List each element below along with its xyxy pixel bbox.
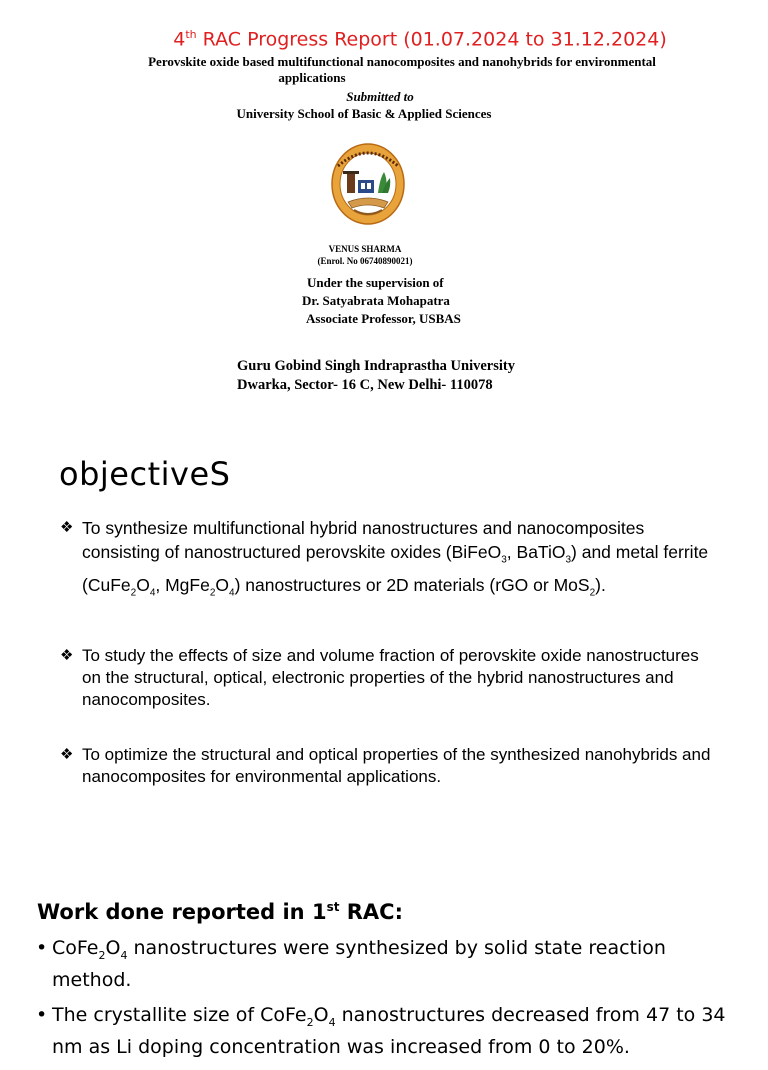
report-title: 4th RAC Progress Report (01.07.2024 to 31.12.2024) xyxy=(173,28,667,51)
university-name: Guru Gobind Singh Indraprastha University xyxy=(237,358,515,374)
objective-item xyxy=(60,645,720,711)
student-block xyxy=(300,243,430,267)
work-done-heading: Work done reported in 1st RAC: xyxy=(37,900,403,924)
supervisor-title: Associate Professor, USBAS xyxy=(306,311,461,326)
bullet-dot-icon: • xyxy=(36,1003,48,1026)
objective-text: To study the effects of size and volume fraction of perovskite oxide nanostructures on the structural, optical, electronic properties of the hybrid nanostructures and nanocomposites. xyxy=(82,646,699,709)
bullet-dot-icon: • xyxy=(36,937,48,959)
student-name: VENUS SHARMA xyxy=(328,244,402,254)
supervisor-name: Dr. Satyabrata Mohapatra xyxy=(302,293,450,308)
objective-text: To optimize the structural and optical properties of the synthesized nanohybrids and nanocomposites for environmental applications. xyxy=(82,745,711,786)
objective-item xyxy=(60,516,720,605)
university-address: Dwarka, Sector- 16 C, New Delhi- 110078 xyxy=(237,377,493,393)
university-block xyxy=(237,357,515,395)
school-name: University School of Basic & Applied Sciences xyxy=(236,106,492,121)
project-title-line1: Perovskite oxide based multifunctional nanocomposites and nanohybrids for environmental xyxy=(148,54,656,69)
objective-text: To synthesize multifunctional hybrid nanostructures and nanocomposites consisting of nanostructured perovskite oxides (BiFeO$_3$, BaTiO$_3$) and metal ferrite ($CuFe_2O_4$, $MgFe_2O_4$) nanostructures or 2D materials (rGO or MoS$_2$). xyxy=(82,518,709,598)
work-done-list xyxy=(36,936,736,1070)
submitted-to-label: Submitted to xyxy=(346,89,414,104)
diamond-bullet-icon: ❖ xyxy=(60,746,74,763)
project-title-line2: applications xyxy=(278,70,346,85)
objectives-heading: objectiveS xyxy=(59,455,231,493)
project-title xyxy=(112,54,692,86)
list-item: • The crystallite size of $CoFe_2O_4$ nanostructures decreased from 47 to 34 nm as Li doping concentration was increased from 0 to 20%. xyxy=(36,1003,726,1058)
supervision-label: Under the supervision of xyxy=(307,275,444,290)
diamond-bullet-icon: ❖ xyxy=(60,519,74,536)
supervision-block xyxy=(302,274,461,328)
university-emblem-icon xyxy=(318,138,418,230)
diamond-bullet-icon: ❖ xyxy=(60,647,74,664)
student-enrolment: (Enrol. No 06740890021) xyxy=(317,256,413,266)
objective-item xyxy=(60,744,720,788)
list-item: • $CoFe_2O_4$ nanostructures were synthesized by solid state reaction method. xyxy=(36,937,666,991)
